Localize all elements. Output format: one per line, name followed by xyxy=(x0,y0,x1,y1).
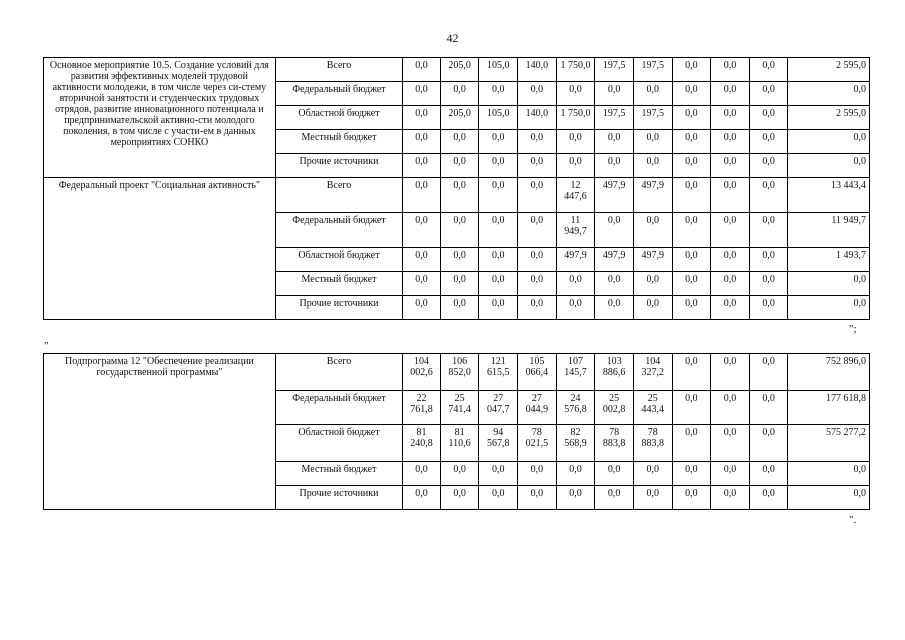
year-value: 0,0 xyxy=(711,154,750,178)
total-value: 752 896,0 xyxy=(788,354,870,391)
year-value: 0,0 xyxy=(711,130,750,154)
year-value: 0,0 xyxy=(672,296,711,320)
year-value: 0,0 xyxy=(633,296,672,320)
funding-source: Федеральный бюджет xyxy=(275,82,402,106)
year-value: 0,0 xyxy=(403,486,441,510)
year-value: 0,0 xyxy=(672,154,711,178)
year-value: 0,0 xyxy=(556,82,595,106)
year-value: 197,5 xyxy=(633,58,672,82)
year-value: 82 568,9 xyxy=(556,425,595,462)
year-value: 0,0 xyxy=(672,213,711,248)
year-value: 0,0 xyxy=(440,248,479,272)
year-value: 25 002,8 xyxy=(595,391,634,425)
year-value: 140,0 xyxy=(518,58,557,82)
year-value: 81 240,8 xyxy=(403,425,441,462)
year-value: 0,0 xyxy=(749,425,788,462)
year-value: 81 110,6 xyxy=(440,425,479,462)
funding-source: Местный бюджет xyxy=(275,462,402,486)
year-value: 0,0 xyxy=(749,354,788,391)
year-value: 0,0 xyxy=(633,130,672,154)
year-value: 0,0 xyxy=(749,486,788,510)
year-value: 0,0 xyxy=(711,106,750,130)
year-value: 0,0 xyxy=(672,82,711,106)
year-value: 0,0 xyxy=(749,154,788,178)
year-value: 0,0 xyxy=(595,213,634,248)
year-value: 0,0 xyxy=(595,296,634,320)
funding-table-2 xyxy=(43,353,870,510)
measure-description: Основное мероприятие 10.5. Создание условий для развития эффективных моделей трудовой активности молодежи, в том числе через си-стему вторичной занятости и студенческих трудовых отрядов, развитие инновационного потенциала и предпринимательской активно-сти молодого поколения, в том числе с участи-ем в данных мероприятиях СОНКО xyxy=(44,58,276,178)
year-value: 0,0 xyxy=(518,154,557,178)
total-value: 2 595,0 xyxy=(788,106,870,130)
year-value: 0,0 xyxy=(749,130,788,154)
year-value: 0,0 xyxy=(633,272,672,296)
year-value: 0,0 xyxy=(403,213,441,248)
year-value: 0,0 xyxy=(556,462,595,486)
year-value: 205,0 xyxy=(440,58,479,82)
year-value: 0,0 xyxy=(479,296,518,320)
year-value: 0,0 xyxy=(711,272,750,296)
year-value: 0,0 xyxy=(440,462,479,486)
year-value: 0,0 xyxy=(749,391,788,425)
year-value: 0,0 xyxy=(711,486,750,510)
year-value: 0,0 xyxy=(711,354,750,391)
year-value: 0,0 xyxy=(479,130,518,154)
year-value: 497,9 xyxy=(633,178,672,213)
year-value: 0,0 xyxy=(556,296,595,320)
year-value: 0,0 xyxy=(479,154,518,178)
year-value: 25 741,4 xyxy=(440,391,479,425)
funding-source: Всего xyxy=(275,178,402,213)
year-value: 0,0 xyxy=(672,248,711,272)
total-value: 0,0 xyxy=(788,462,870,486)
year-value: 0,0 xyxy=(403,296,441,320)
year-value: 0,0 xyxy=(479,178,518,213)
year-value: 0,0 xyxy=(711,213,750,248)
year-value: 0,0 xyxy=(518,248,557,272)
year-value: 0,0 xyxy=(518,82,557,106)
year-value: 0,0 xyxy=(440,154,479,178)
year-value: 105 066,4 xyxy=(518,354,557,391)
year-value: 0,0 xyxy=(479,248,518,272)
year-value: 197,5 xyxy=(595,106,634,130)
funding-source: Всего xyxy=(275,354,402,391)
year-value: 0,0 xyxy=(633,486,672,510)
year-value: 0,0 xyxy=(440,296,479,320)
year-value: 0,0 xyxy=(479,486,518,510)
year-value: 0,0 xyxy=(672,391,711,425)
year-value: 0,0 xyxy=(711,248,750,272)
year-value: 205,0 xyxy=(440,106,479,130)
year-value: 0,0 xyxy=(479,82,518,106)
total-value: 11 949,7 xyxy=(788,213,870,248)
year-value: 0,0 xyxy=(556,486,595,510)
year-value: 0,0 xyxy=(403,248,441,272)
funding-source: Местный бюджет xyxy=(275,272,402,296)
year-value: 0,0 xyxy=(749,58,788,82)
year-value: 0,0 xyxy=(479,213,518,248)
year-value: 1 750,0 xyxy=(556,58,595,82)
year-value: 0,0 xyxy=(711,178,750,213)
year-value: 197,5 xyxy=(633,106,672,130)
year-value: 0,0 xyxy=(633,213,672,248)
year-value: 12 447,6 xyxy=(556,178,595,213)
year-value: 0,0 xyxy=(518,178,557,213)
funding-table-1 xyxy=(43,57,870,320)
year-value: 0,0 xyxy=(595,130,634,154)
year-value: 497,9 xyxy=(633,248,672,272)
year-value: 0,0 xyxy=(711,82,750,106)
year-value: 0,0 xyxy=(403,130,441,154)
year-value: 0,0 xyxy=(749,106,788,130)
total-value: 0,0 xyxy=(788,154,870,178)
year-value: 0,0 xyxy=(749,82,788,106)
total-value: 0,0 xyxy=(788,130,870,154)
funding-source: Федеральный бюджет xyxy=(275,391,402,425)
year-value: 497,9 xyxy=(595,248,634,272)
funding-source: Местный бюджет xyxy=(275,130,402,154)
total-value: 0,0 xyxy=(788,82,870,106)
measure-description: Подпрограмма 12 "Обеспечение реализации государственной программы" xyxy=(44,354,276,510)
year-value: 0,0 xyxy=(672,354,711,391)
year-value: 0,0 xyxy=(595,154,634,178)
year-value: 0,0 xyxy=(749,213,788,248)
year-value: 0,0 xyxy=(479,462,518,486)
year-value: 103 886,6 xyxy=(595,354,634,391)
year-value: 0,0 xyxy=(749,178,788,213)
closing-quote-semicolon: "; xyxy=(849,323,857,335)
total-value: 0,0 xyxy=(788,272,870,296)
funding-source: Областной бюджет xyxy=(275,106,402,130)
year-value: 0,0 xyxy=(672,486,711,510)
funding-source: Федеральный бюджет xyxy=(275,213,402,248)
funding-source: Прочие источники xyxy=(275,154,402,178)
year-value: 0,0 xyxy=(749,462,788,486)
year-value: 24 576,8 xyxy=(556,391,595,425)
year-value: 0,0 xyxy=(403,272,441,296)
year-value: 0,0 xyxy=(556,130,595,154)
total-value: 177 618,8 xyxy=(788,391,870,425)
measure-description: Федеральный проект "Социальная активность" xyxy=(44,178,276,320)
funding-source: Прочие источники xyxy=(275,296,402,320)
funding-source: Всего xyxy=(275,58,402,82)
year-value: 0,0 xyxy=(479,272,518,296)
year-value: 0,0 xyxy=(440,178,479,213)
year-value: 0,0 xyxy=(749,296,788,320)
year-value: 107 145,7 xyxy=(556,354,595,391)
year-value: 0,0 xyxy=(672,106,711,130)
year-value: 11 949,7 xyxy=(556,213,595,248)
year-value: 0,0 xyxy=(556,272,595,296)
year-value: 0,0 xyxy=(633,462,672,486)
year-value: 0,0 xyxy=(518,213,557,248)
year-value: 1 750,0 xyxy=(556,106,595,130)
year-value: 0,0 xyxy=(440,272,479,296)
year-value: 0,0 xyxy=(518,296,557,320)
year-value: 0,0 xyxy=(403,58,441,82)
year-value: 497,9 xyxy=(556,248,595,272)
closing-quote-period: ". xyxy=(849,514,857,526)
year-value: 140,0 xyxy=(518,106,557,130)
year-value: 0,0 xyxy=(518,272,557,296)
year-value: 94 567,8 xyxy=(479,425,518,462)
table-row xyxy=(44,354,870,391)
year-value: 0,0 xyxy=(672,425,711,462)
year-value: 0,0 xyxy=(672,178,711,213)
year-value: 0,0 xyxy=(711,58,750,82)
year-value: 0,0 xyxy=(403,178,441,213)
year-value: 0,0 xyxy=(711,462,750,486)
year-value: 78 883,8 xyxy=(633,425,672,462)
year-value: 106 852,0 xyxy=(440,354,479,391)
year-value: 0,0 xyxy=(403,154,441,178)
year-value: 78 021,5 xyxy=(518,425,557,462)
year-value: 0,0 xyxy=(595,486,634,510)
page-number: 42 xyxy=(446,31,459,45)
total-value: 0,0 xyxy=(788,296,870,320)
year-value: 0,0 xyxy=(711,391,750,425)
year-value: 78 883,8 xyxy=(595,425,634,462)
year-value: 0,0 xyxy=(633,154,672,178)
year-value: 0,0 xyxy=(749,272,788,296)
year-value: 25 443,4 xyxy=(633,391,672,425)
table-row xyxy=(44,178,870,213)
funding-source: Областной бюджет xyxy=(275,248,402,272)
year-value: 0,0 xyxy=(518,130,557,154)
year-value: 0,0 xyxy=(711,425,750,462)
year-value: 0,0 xyxy=(595,272,634,296)
year-value: 0,0 xyxy=(518,486,557,510)
year-value: 0,0 xyxy=(403,106,441,130)
year-value: 0,0 xyxy=(672,58,711,82)
table-row xyxy=(44,58,870,82)
year-value: 0,0 xyxy=(556,154,595,178)
opening-quote: " xyxy=(44,340,49,352)
year-value: 104 327,2 xyxy=(633,354,672,391)
year-value: 0,0 xyxy=(440,130,479,154)
year-value: 0,0 xyxy=(711,296,750,320)
year-value: 105,0 xyxy=(479,58,518,82)
year-value: 0,0 xyxy=(440,213,479,248)
year-value: 0,0 xyxy=(518,462,557,486)
year-value: 0,0 xyxy=(403,462,441,486)
year-value: 22 761,8 xyxy=(403,391,441,425)
total-value: 575 277,2 xyxy=(788,425,870,462)
year-value: 121 615,5 xyxy=(479,354,518,391)
funding-source: Прочие источники xyxy=(275,486,402,510)
total-value: 2 595,0 xyxy=(788,58,870,82)
year-value: 0,0 xyxy=(672,462,711,486)
funding-source: Областной бюджет xyxy=(275,425,402,462)
year-value: 27 047,7 xyxy=(479,391,518,425)
year-value: 0,0 xyxy=(749,248,788,272)
year-value: 0,0 xyxy=(633,82,672,106)
year-value: 0,0 xyxy=(595,82,634,106)
year-value: 0,0 xyxy=(440,486,479,510)
year-value: 105,0 xyxy=(479,106,518,130)
year-value: 497,9 xyxy=(595,178,634,213)
year-value: 0,0 xyxy=(403,82,441,106)
year-value: 104 002,6 xyxy=(403,354,441,391)
year-value: 0,0 xyxy=(595,462,634,486)
year-value: 197,5 xyxy=(595,58,634,82)
total-value: 0,0 xyxy=(788,486,870,510)
total-value: 13 443,4 xyxy=(788,178,870,213)
year-value: 0,0 xyxy=(440,82,479,106)
year-value: 0,0 xyxy=(672,272,711,296)
year-value: 27 044,9 xyxy=(518,391,557,425)
year-value: 0,0 xyxy=(672,130,711,154)
total-value: 1 493,7 xyxy=(788,248,870,272)
